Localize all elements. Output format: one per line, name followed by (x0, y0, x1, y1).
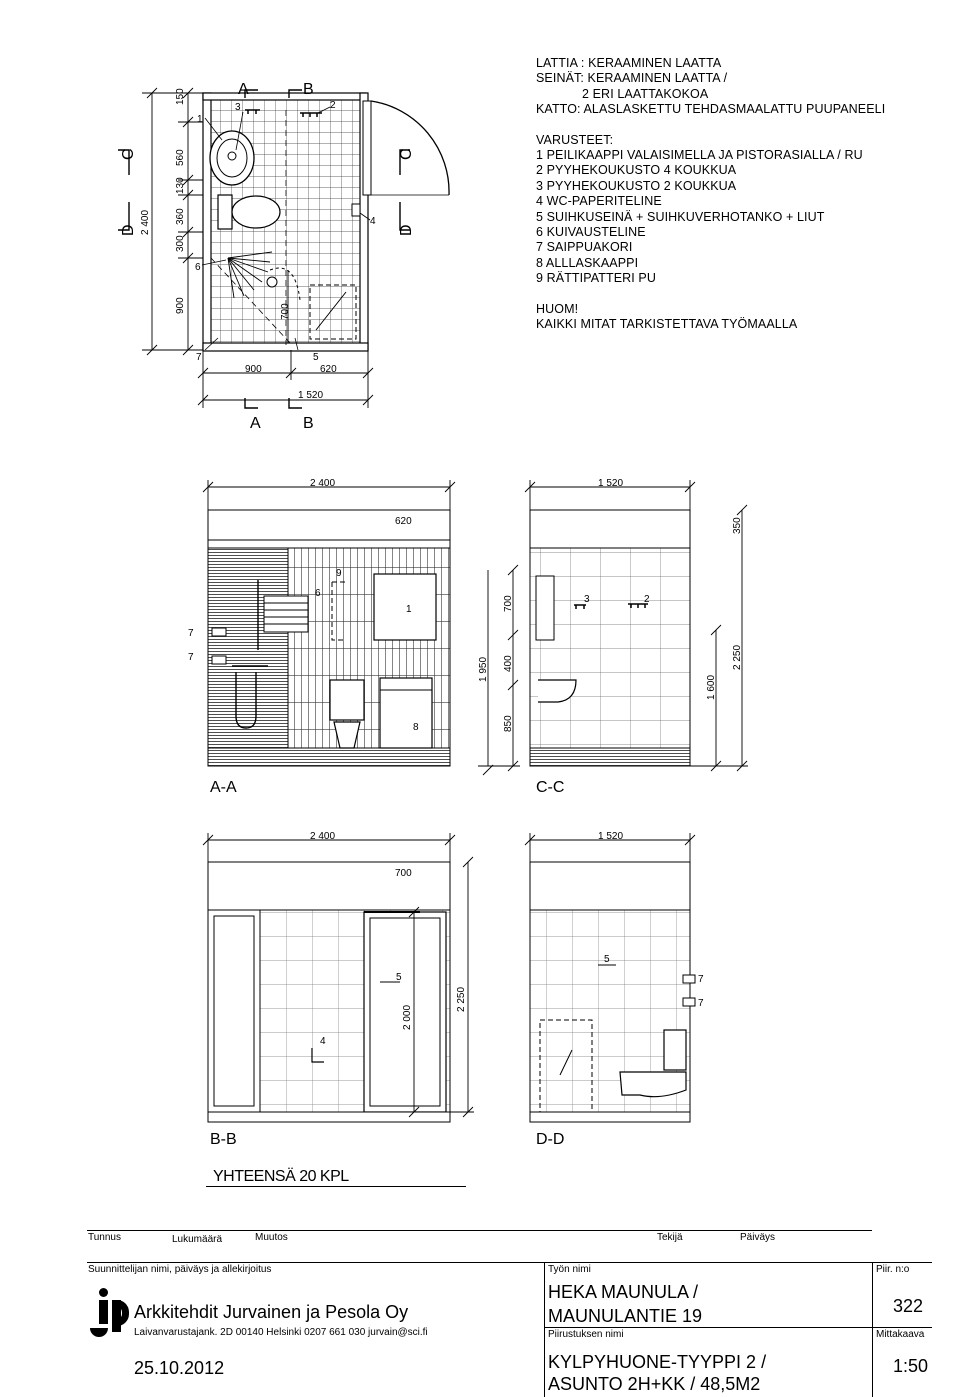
dim-900-bottom: 900 (245, 364, 262, 375)
logo-j-hook (90, 1318, 108, 1337)
designer-label: Suunnittelijan nimi, päiväys ja allekirjoitus (88, 1264, 272, 1275)
elev-dim-2400-top: 2 400 (310, 478, 336, 489)
plan-section-c-left: C (120, 148, 137, 160)
plan-section-c-right: C (398, 148, 415, 160)
bb-dim-700: 700 (395, 868, 412, 879)
work-name-1: HEKA MAUNULA / (548, 1282, 699, 1302)
titleblock-divider-3 (872, 1327, 932, 1328)
work-label: Työn nimi (548, 1264, 591, 1275)
elev-label-3: 3 (584, 594, 590, 605)
total-underline (206, 1186, 466, 1187)
dim-300: 300 (175, 235, 186, 252)
drawing-name-2: ASUNTO 2H+KK / 48,5M2 (548, 1374, 761, 1394)
elevations-aa-cc (0, 460, 960, 810)
elev-dim-1600: 1 600 (706, 674, 717, 700)
elev-label-7b: 7 (188, 652, 194, 663)
logo-dot (99, 1288, 108, 1297)
plan-label-2: 2 (330, 100, 336, 111)
dd-label-7a: 7 (698, 974, 704, 985)
drawing-name-1: KYLPYHUONE-TYYPPI 2 / (548, 1352, 767, 1372)
firm-logo (96, 1288, 132, 1332)
scale-value: 1:50 (893, 1356, 929, 1376)
elev-dim-850: 850 (503, 715, 514, 732)
elev-label-9: 9 (336, 568, 342, 579)
dim-900-left: 900 (175, 297, 186, 314)
dd-dim-1520: 1 520 (598, 831, 624, 842)
section-bb-title: B-B (210, 1131, 237, 1148)
titleblock-divider-1 (544, 1262, 545, 1397)
plan-section-a-bottom: A (250, 415, 261, 432)
dd-label-5: 5 (604, 954, 610, 965)
titleblock-divider-4 (544, 1327, 872, 1328)
bb-dim-2400: 2 400 (310, 831, 336, 842)
dd-label-7b: 7 (698, 998, 704, 1009)
elev-dim-2250: 2 250 (732, 644, 743, 670)
plan-label-6: 6 (195, 262, 201, 273)
note-walls-2: 2 ERI LAATTAKOKOA (582, 86, 709, 101)
note-floor: LATTIA : KERAAMINEN LAATTA (536, 56, 722, 70)
plan-section-d-right: D (398, 224, 415, 236)
dim-360: 360 (175, 208, 186, 225)
equipment-title: VARUSTEET: (536, 132, 614, 147)
equipment-item: 5 SUIHKUSEINÄ + SUIHKUVERHOTANKO + LIUT (536, 209, 825, 224)
rev-paivays: Päiväys (740, 1232, 776, 1243)
plan-section-a: A (238, 81, 249, 98)
plan-label-1: 1 (197, 114, 203, 125)
plan-section-d-left: D (120, 224, 137, 236)
elev-dim-1520-top: 1 520 (598, 478, 624, 489)
elevations-bb-dd (0, 815, 960, 1155)
work-name-2: MAUNULANTIE 19 (548, 1306, 703, 1326)
dim-2400-left: 2 400 (140, 209, 151, 235)
plan-section-b: B (303, 81, 314, 98)
dim-1520-bottom: 1 520 (298, 390, 324, 401)
note-ceiling: KATTO: ALASLASKETTU TEHDASMAALATTU PUUPANEELI (536, 102, 886, 117)
bb-dim-2000: 2 000 (402, 1004, 413, 1030)
rev-lukumaara: Lukumäärä (172, 1234, 223, 1245)
equipment-item: 4 WC-PAPERITELINE (536, 194, 662, 209)
firm-address: Laivanvarustajank. 2D 00140 Helsinki 0207 661 030 jurvain@sci.fi (134, 1327, 428, 1338)
elev-label-1: 1 (406, 604, 412, 615)
equipment-item: 9 RÄTTIPATTERI PU (536, 271, 656, 286)
note-walls: SEINÄT: KERAAMINEN LAATTA / (536, 71, 728, 86)
plan-label-5: 5 (313, 352, 319, 363)
dim-700-plan: 700 (280, 303, 291, 320)
drawing-label: Piirustuksen nimi (548, 1329, 624, 1340)
elev-dim-400: 400 (503, 655, 514, 672)
equipment-item: 3 PYYHEKOUKUSTO 2 KOUKKUA (536, 178, 737, 193)
dim-150: 150 (175, 88, 186, 105)
drawing-date: 25.10.2012 (134, 1358, 225, 1378)
elev-dim-1950: 1 950 (478, 656, 489, 682)
total-count: YHTEENSÄ 20 KPL (213, 1168, 349, 1185)
bb-label-4: 4 (320, 1036, 326, 1047)
revision-line (87, 1230, 872, 1231)
note-title: HUOM! (536, 301, 579, 316)
elev-label-2: 2 (644, 594, 650, 605)
elev-dim-700: 700 (503, 595, 514, 612)
rev-tekija: Tekijä (657, 1232, 683, 1243)
dim-560: 560 (175, 149, 186, 166)
firm-name: Arkkitehdit Jurvainen ja Pesola Oy (134, 1302, 409, 1322)
scale-label: Mittakaava (876, 1329, 925, 1340)
elev-label-8: 8 (413, 722, 419, 733)
titleblock-divider-2 (872, 1262, 873, 1397)
section-dd-title: D-D (536, 1131, 565, 1148)
note-text: KAIKKI MITAT TARKISTETTAVA TYÖMAALLA (536, 317, 798, 332)
rev-muutos: Muutos (255, 1232, 288, 1243)
rev-tunnus: Tunnus (88, 1232, 121, 1243)
bb-dim-2250: 2 250 (456, 986, 467, 1012)
section-cc-title: C-C (536, 779, 565, 796)
logo-p-bowl (112, 1300, 129, 1326)
section-aa-title: A-A (210, 779, 237, 796)
elev-label-7a: 7 (188, 628, 194, 639)
sheet-number: 322 (893, 1296, 924, 1316)
revision-line-bottom (87, 1262, 932, 1263)
sheet-label: Piir. n:o (876, 1264, 910, 1275)
equipment-item: 8 ALLLASKAAPPI (536, 255, 639, 270)
dim-130: 130 (175, 177, 186, 194)
plan-label-3: 3 (235, 102, 241, 113)
dim-620-bottom: 620 (320, 364, 337, 375)
equipment-item: 6 KUIVAUSTELINE (536, 225, 646, 240)
equipment-item: 7 SAIPPUAKORI (536, 240, 633, 255)
plan-section-b-bottom: B (303, 415, 314, 432)
elev-label-6: 6 (315, 588, 321, 599)
elev-dim-620: 620 (395, 516, 412, 527)
equipment-item: 1 PEILIKAAPPI VALAISIMELLA JA PISTORASIALLA / RU (536, 148, 863, 163)
plan-label-7: 7 (196, 352, 202, 363)
general-notes (536, 56, 885, 333)
equipment-item: 2 PYYHEKOUKUSTO 4 KOUKKUA (536, 163, 737, 178)
bb-label-5: 5 (396, 972, 402, 983)
plan-label-4: 4 (370, 216, 376, 227)
elev-dim-350: 350 (732, 517, 743, 534)
